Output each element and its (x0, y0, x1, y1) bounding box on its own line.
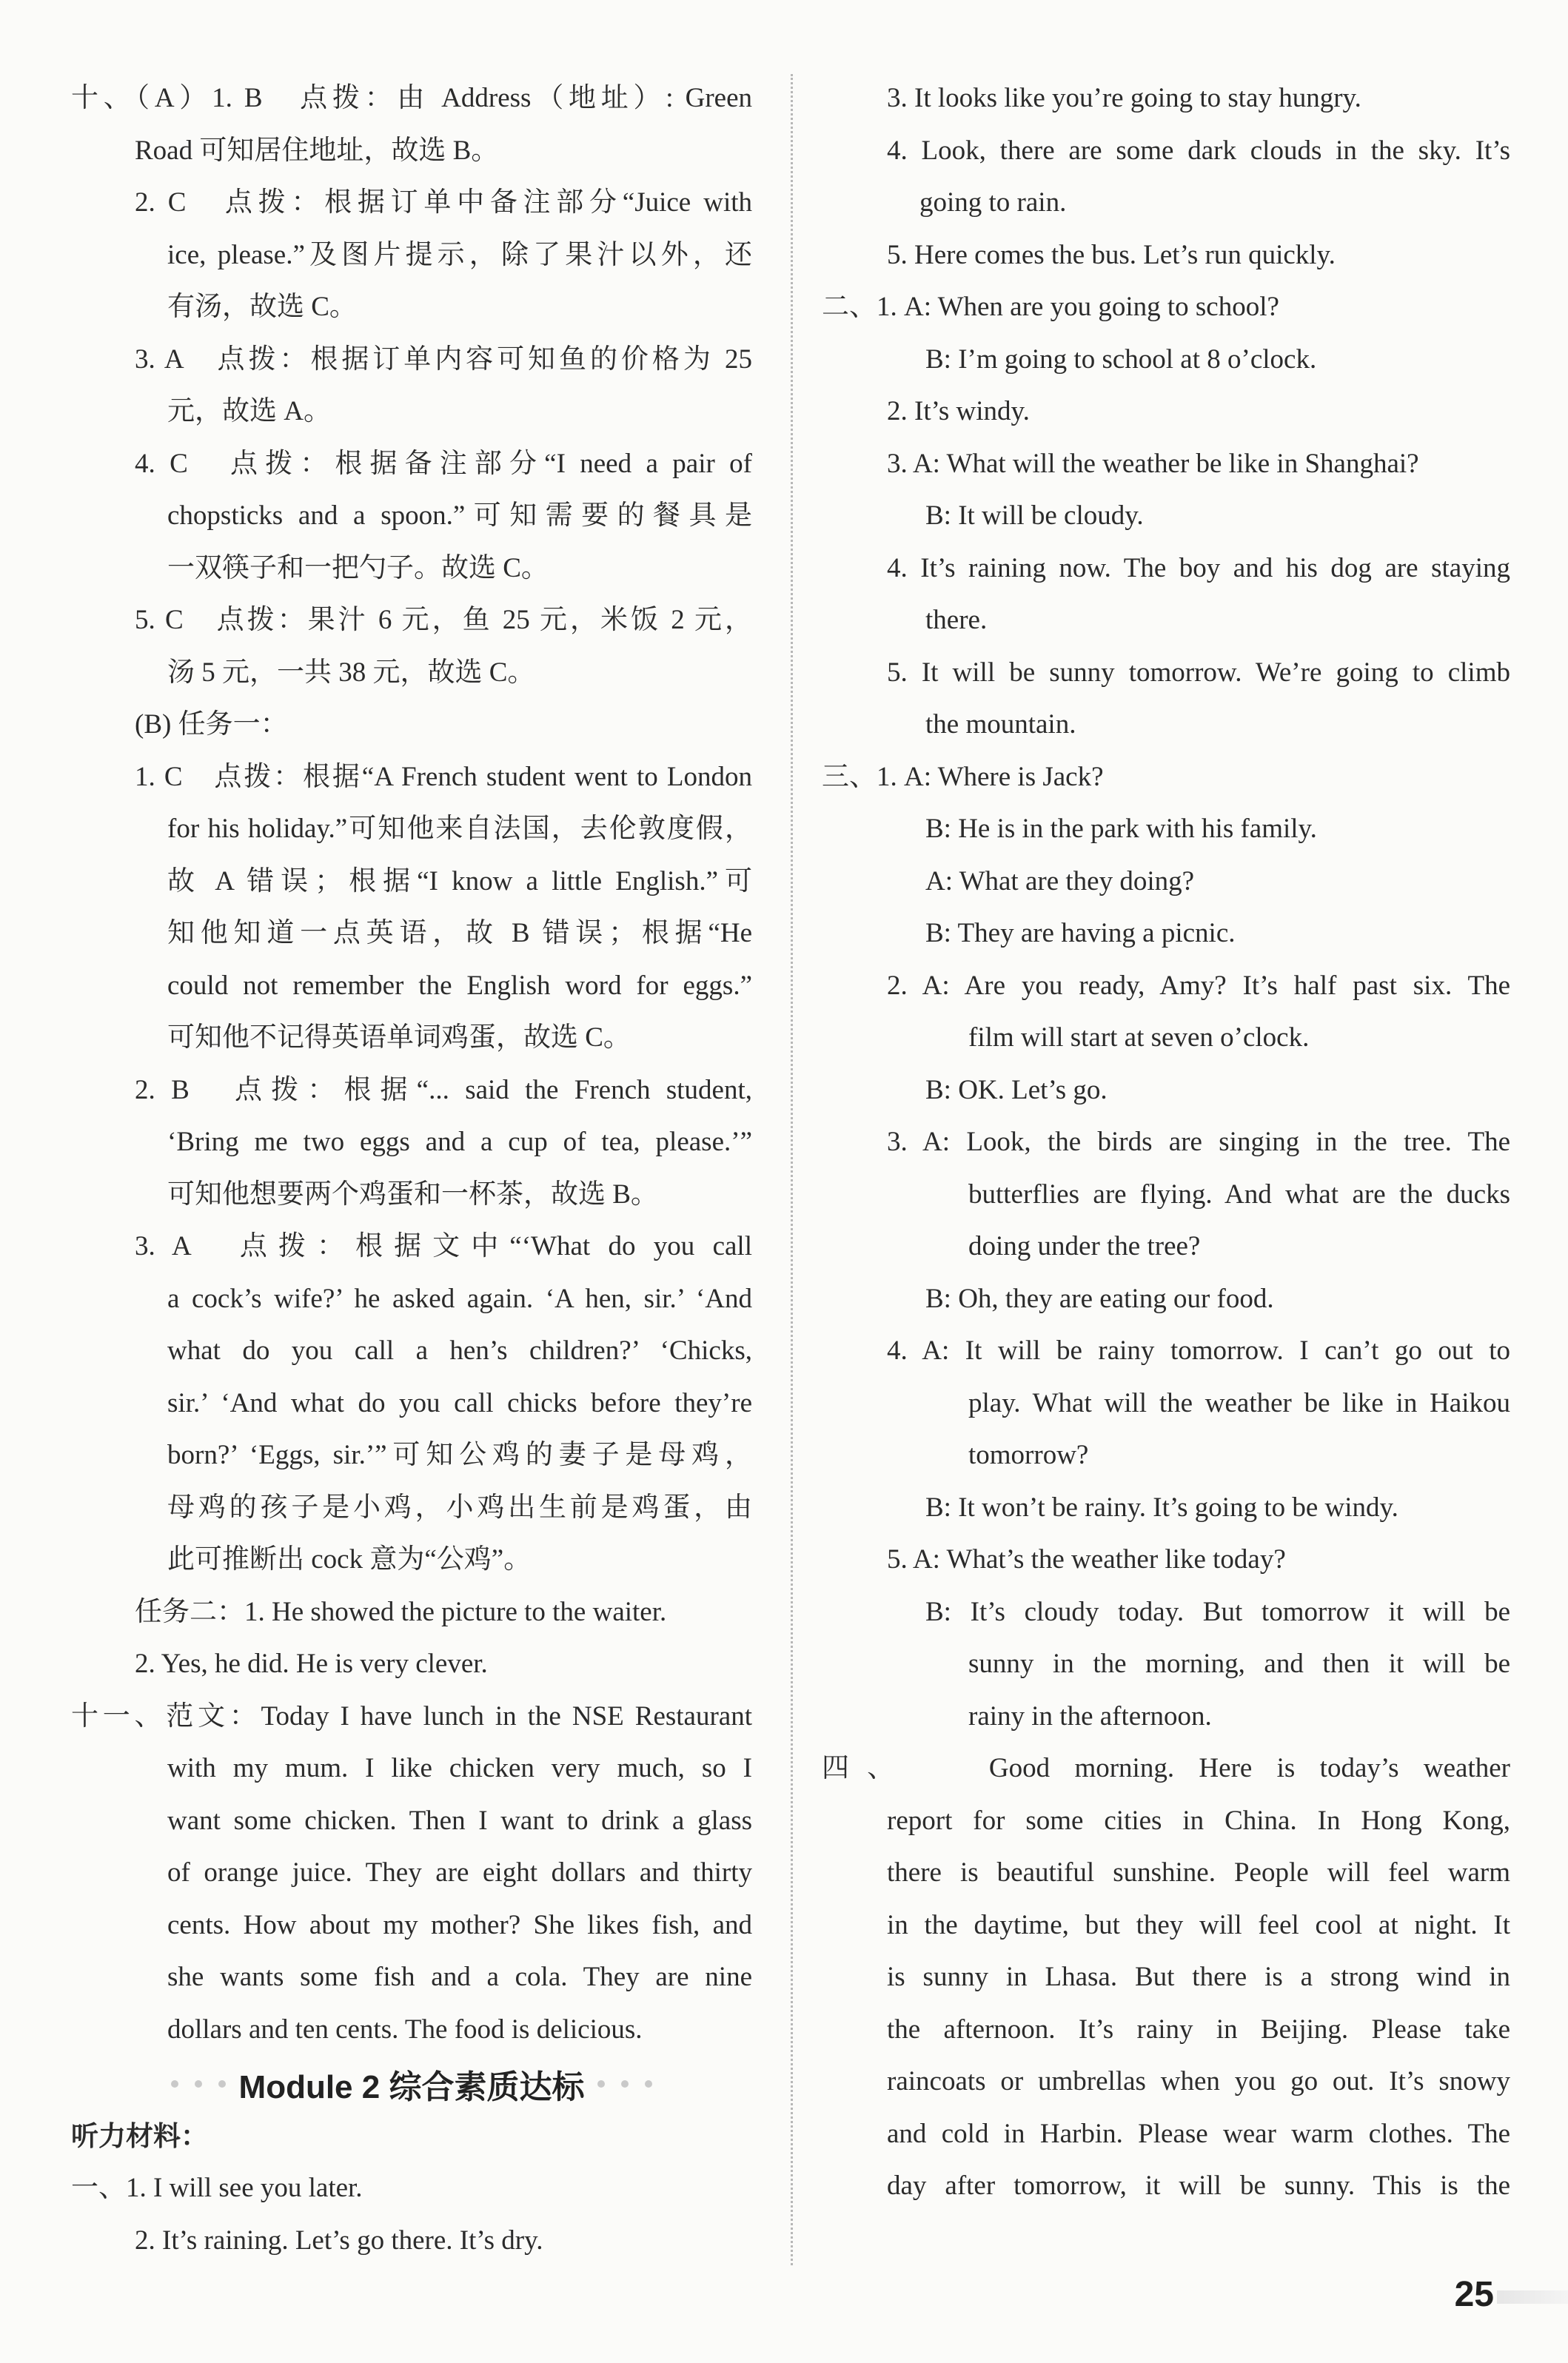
text-line: 4. C 点拨：根据备注部分“I need a pair of (135, 448, 752, 479)
text-line: 1. C 点拨：根据“A French student went to London (135, 761, 752, 792)
text-line: sir.’ ‘And what do you call chicks before they’re (167, 1387, 752, 1418)
text-line: 5. It will be sunny tomorrow. We’re going to climb (887, 657, 1510, 688)
text-line: 母鸡的孩子是小鸡，小鸡出生前是鸡蛋，由 (167, 1492, 752, 1523)
text-line: 四、 Good morning. Here is today’s weather (822, 1753, 1510, 1783)
text-line: 2. A: Are you ready, Amy? It’s half past six. The (887, 970, 1510, 1001)
text-line: butterflies are flying. And what are the ducks (968, 1179, 1510, 1210)
text-line: 十、（A）1. B 点拨：由 Address（地址）: Green (71, 83, 752, 113)
text-line: B: I’m going to school at 8 o’clock. (925, 343, 1317, 375)
text-line: 3. A 点拨：根据订单内容可知鱼的价格为 25 (135, 343, 752, 375)
text-line: 元，故选 A。 (167, 396, 331, 426)
text-line: rainy in the afternoon. (968, 1700, 1212, 1732)
text-line: 4. It’s raining now. The boy and his dog are staying (887, 552, 1510, 583)
text-line: doing under the tree? (968, 1231, 1201, 1261)
text-line: 故 A 错误；根据“I know a little English.”可 (167, 865, 752, 896)
decor-dots-left (171, 2080, 226, 2088)
text-line: the afternoon. It’s rainy in Beijing. Please take (887, 2014, 1510, 2045)
column-divider (791, 74, 793, 2265)
text-line: 有汤，故选 C。 (167, 292, 357, 322)
listening-lines-right (822, 73, 1510, 2213)
text-line: B: OK. Let’s go. (925, 1074, 1108, 1105)
text-line: ‘Bring me two eggs and a cup of tea, please.’” (167, 1127, 752, 1157)
page-tab-decoration (1497, 2290, 1568, 2304)
text-line: in the daytime, but they will feel cool at night. It (887, 1909, 1510, 1940)
module-heading: Module 2 综合素质达标 (238, 2069, 585, 2105)
text-line: report for some cities in China. In Hong Kong, (887, 1805, 1510, 1836)
text-line: 汤 5 元，一共 38 元，故选 C。 (167, 657, 535, 688)
text-line: B: It’s cloudy today. But tomorrow it will be (925, 1596, 1510, 1627)
text-line: a cock’s wife?’ he asked again. ‘A hen, sir.’ ‘And (167, 1283, 752, 1314)
text-line: 任务二：1. He showed the picture to the waiter. (135, 1596, 667, 1627)
text-line: 2. Yes, he did. He is very clever. (135, 1649, 488, 1679)
text-line: with my mum. I like chicken very much, so I (167, 1753, 752, 1783)
text-line: is sunny in Lhasa. But there is a strong wind in (887, 1962, 1510, 1992)
text-line: could not remember the English word for eggs.” (167, 970, 752, 1001)
page-number: 25 (1454, 2275, 1494, 2314)
text-line: what do you call a hen’s children?’ ‘Chicks, (167, 1335, 752, 1366)
text-line: 三、1. A: Where is Jack? (822, 761, 1104, 792)
text-line: 一、1. I will see you later. (71, 2173, 363, 2203)
text-line: 此可推断出 cock 意为“公鸡”。 (167, 1544, 532, 1575)
text-line: going to rain. (919, 187, 1067, 218)
text-line: B: He is in the park with his family. (925, 814, 1317, 844)
text-line: want some chicken. Then I want to drink a glass (167, 1805, 752, 1836)
text-line: cents. How about my mother? She likes fish, and (167, 1909, 752, 1940)
text-line: B: They are having a picnic. (925, 918, 1236, 948)
text-line: 2. B 点拨：根据“... said the French student, (135, 1074, 752, 1105)
text-line: born?’ ‘Eggs, sir.’”可知公鸡的妻子是母鸡， (167, 1440, 752, 1470)
text-line: 十一、范文：Today I have lunch in the NSE Restaurant (71, 1700, 752, 1732)
text-line: 3. A 点拨：根据文中“‘What do you call (135, 1231, 752, 1261)
text-line: the mountain. (925, 709, 1076, 740)
text-line: film will start at seven o’clock. (968, 1022, 1310, 1053)
text-line: for his holiday.”可知他来自法国，去伦敦度假， (167, 814, 752, 844)
answer-key-left (71, 73, 752, 2056)
text-line: there. (925, 605, 988, 635)
text-line: 可知他不记得英语单词鸡蛋，故选 C。 (167, 1022, 631, 1053)
text-line: A: What are they doing? (925, 865, 1195, 896)
decor-dots-right (597, 2080, 652, 2088)
text-line: 2. It’s raining. Let’s go there. It’s dry. (135, 2225, 543, 2256)
text-line: 3. A: What will the weather be like in Shanghai? (887, 448, 1419, 479)
text-line: day after tomorrow, it will be sunny. This is the (887, 2171, 1510, 2201)
text-line: 3. A: Look, the birds are singing in the tree. The (887, 1127, 1510, 1157)
text-line: 2. C 点拨：根据订单中备注部分“Juice with (135, 187, 752, 218)
text-line: sunny in the morning, and then it will be (968, 1649, 1510, 1679)
left-column (71, 73, 752, 2267)
text-line: of orange juice. They are eight dollars and thirty (167, 1857, 752, 1888)
text-line: 5. A: What’s the weather like today? (887, 1544, 1286, 1575)
text-line: 2. It’s windy. (887, 396, 1030, 426)
text-line: dollars and ten cents. The food is delicious. (167, 2014, 643, 2045)
text-line: tomorrow? (968, 1440, 1089, 1470)
text-line: 4. A: It will be rainy tomorrow. I can’t go out to (887, 1335, 1510, 1366)
text-line: 5. C 点拨：果汁 6 元，鱼 25 元，米饭 2 元， (135, 605, 752, 635)
text-line: (B) 任务一： (135, 709, 288, 740)
text-line: 可知他想要两个鸡蛋和一杯茶，故选 B。 (167, 1179, 658, 1210)
text-line: there is beautiful sunshine. People will feel warm (887, 1857, 1510, 1888)
text-line: play. What will the weather be like in Haikou (968, 1387, 1510, 1418)
module-heading-row (71, 2057, 752, 2111)
text-line: ice, please.”及图片提示，除了果汁以外，还 (167, 239, 752, 270)
listening-heading: 听力材料： (71, 2121, 208, 2151)
text-line: 二、1. A: When are you going to school? (822, 292, 1279, 322)
text-line: chopsticks and a spoon.”可知需要的餐具是 (167, 500, 752, 531)
text-line: Road 可知居住地址，故选 B。 (135, 135, 499, 166)
text-line: she wants some fish and a cola. They are nine (167, 1962, 752, 1992)
text-line: B: Oh, they are eating our food. (925, 1283, 1274, 1314)
text-line: B: It won’t be rainy. It’s going to be windy. (925, 1492, 1398, 1523)
text-line: 5. Here comes the bus. Let’s run quickly. (887, 239, 1336, 270)
text-line: 一双筷子和一把勺子。故选 C。 (167, 552, 549, 583)
text-line: 3. It looks like you’re going to stay hungry. (887, 83, 1361, 113)
listening-lines-left (71, 2162, 752, 2267)
text-line: 知他知道一点英语，故 B 错误；根据“He (167, 918, 752, 948)
text-line: and cold in Harbin. Please wear warm clothes. The (887, 2118, 1510, 2149)
right-column (822, 73, 1510, 2213)
text-line: B: It will be cloudy. (925, 500, 1144, 531)
text-line: raincoats or umbrellas when you go out. It’s snowy (887, 2066, 1510, 2096)
text-line: 4. Look, there are some dark clouds in the sky. It’s (887, 135, 1510, 166)
